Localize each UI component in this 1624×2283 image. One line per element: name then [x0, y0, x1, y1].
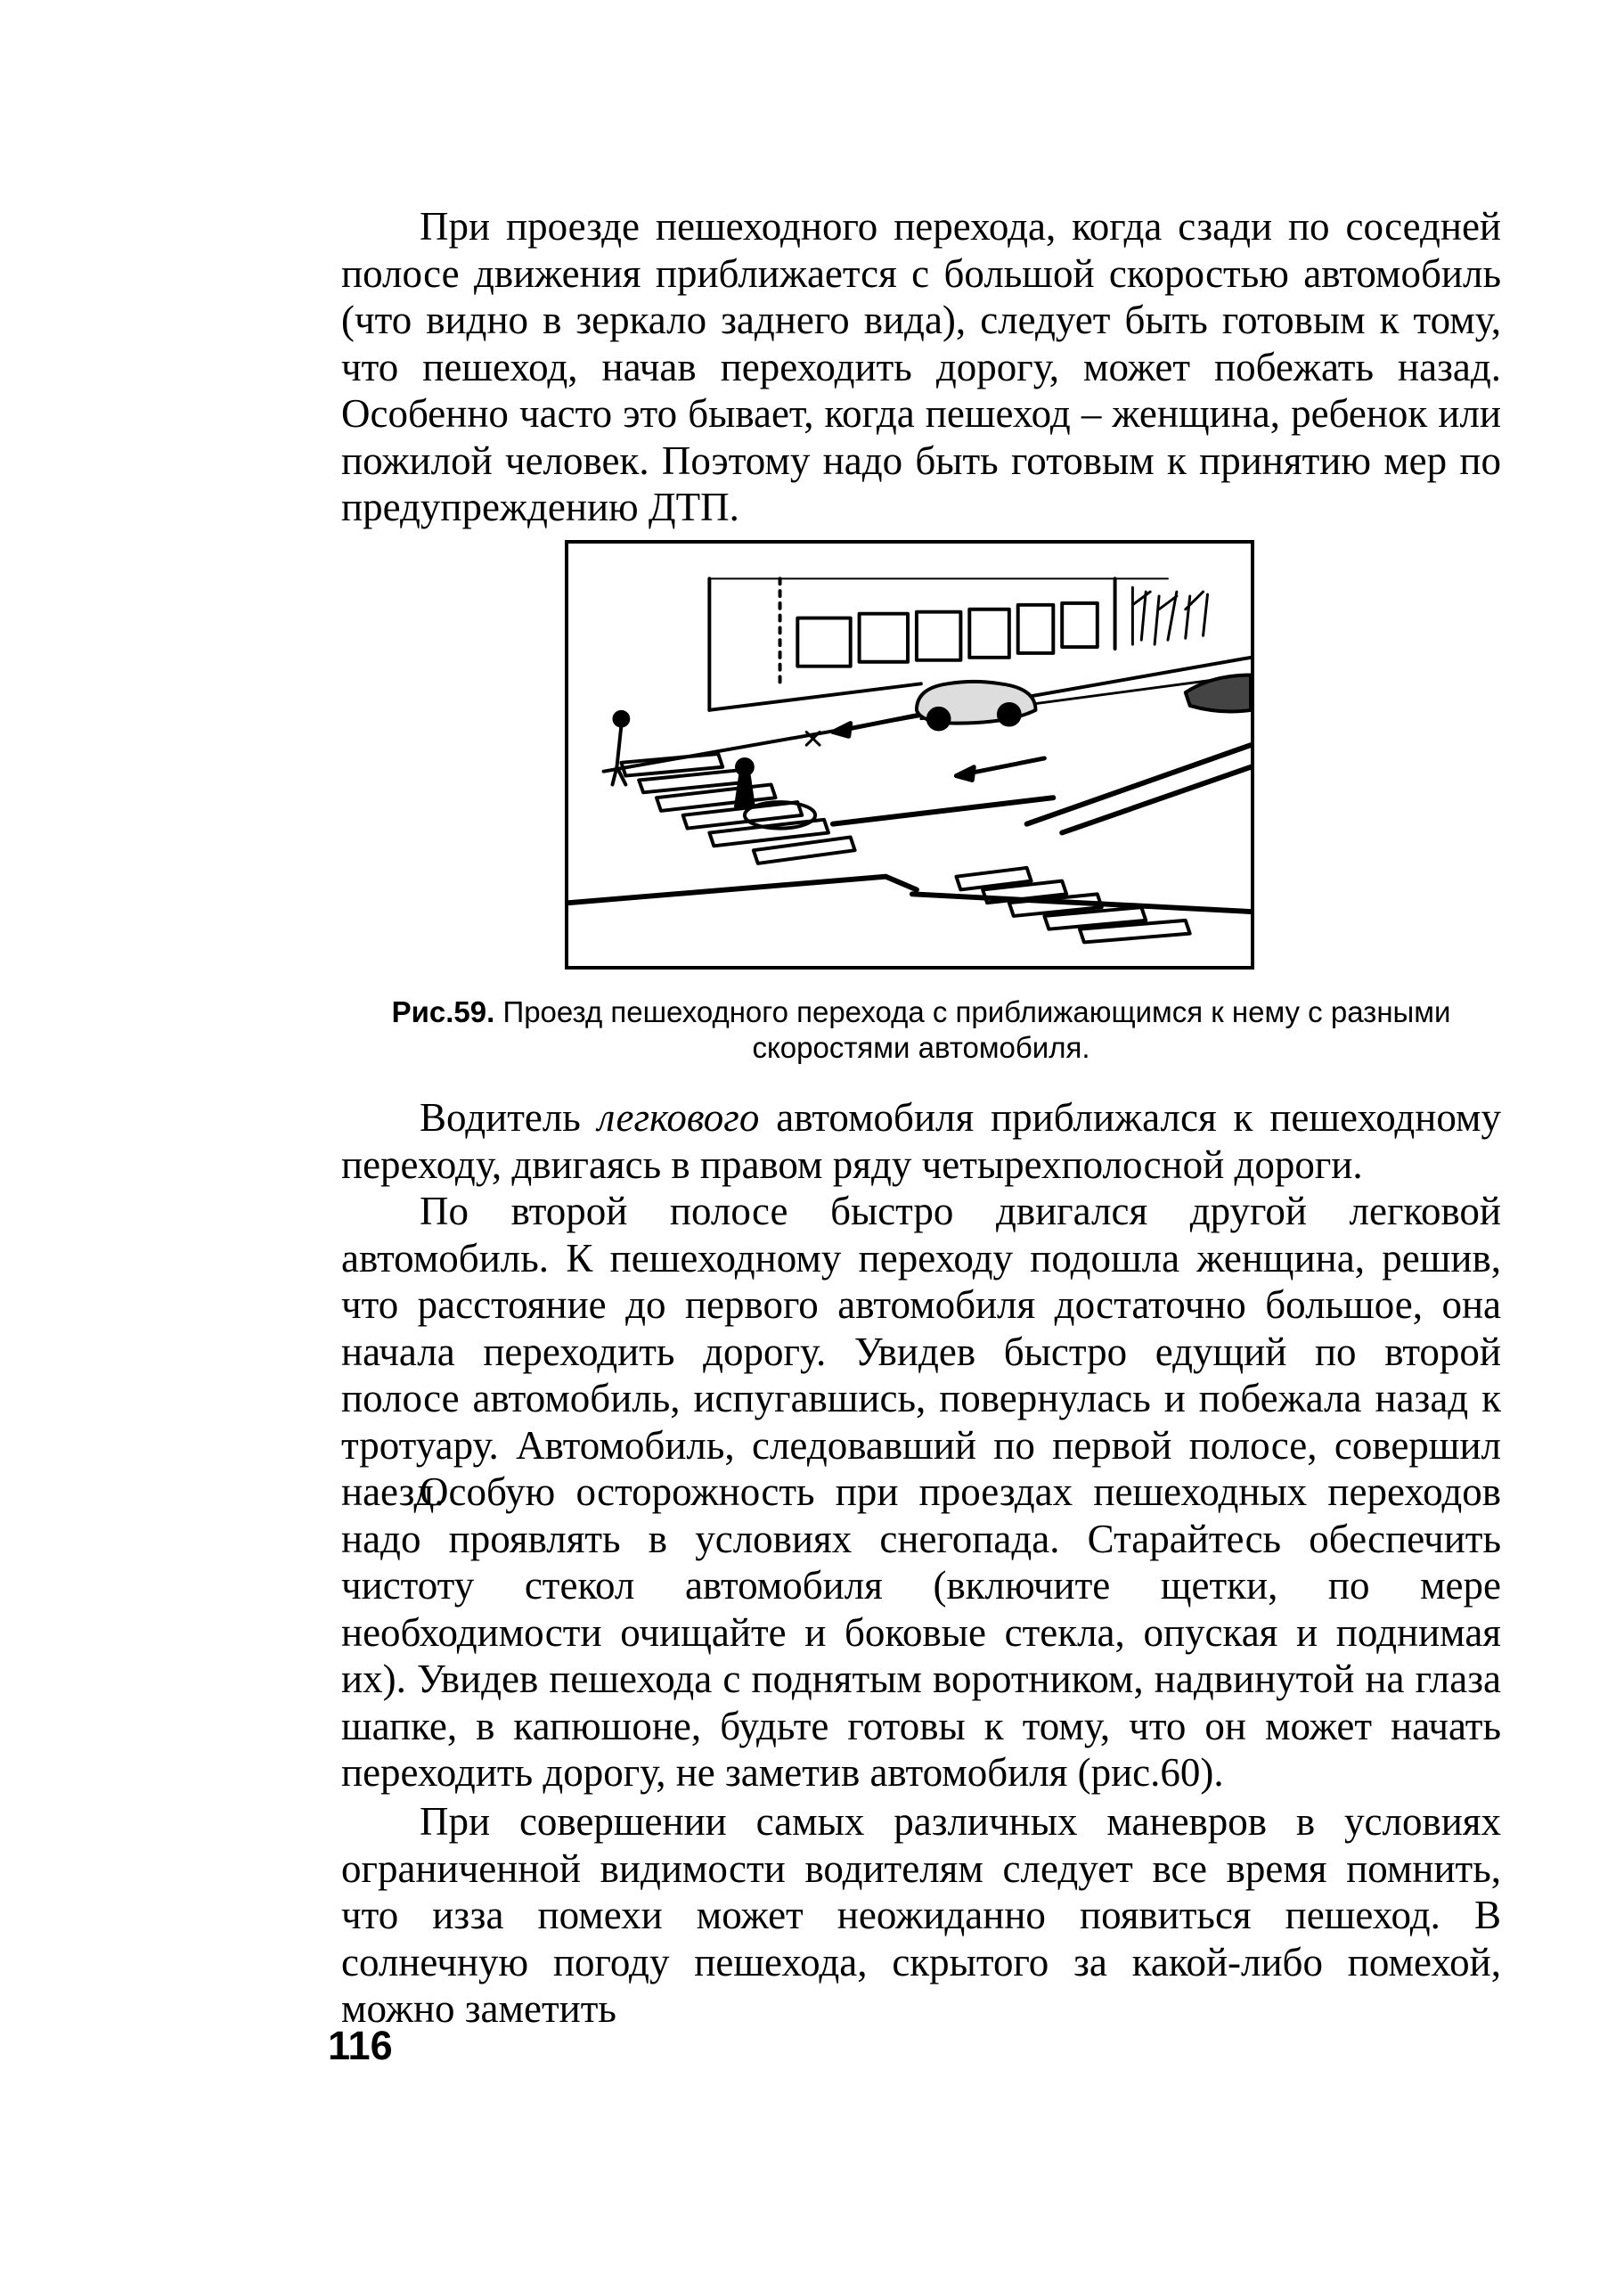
crosswalk-drawing	[568, 544, 1251, 966]
paragraph-1: При проезде пешеходного перехода, когда сзади по соседней полосе движения приближается с большой скоростью автомобиль (что видно в зеркало заднего вида), следует быть готовым к тому, что пешеход, начав переходить дорогу, может побежать назад. Особенно часто это бывает, когда пешеход – женщина, ребенок или пожилой человек. Поэтому надо быть готовым к принятию мер по предупреждению ДТП.	[341, 204, 1501, 529]
paragraph-2-start: Водитель	[420, 1095, 598, 1140]
paragraph-5: При совершении самых различных маневров в условиях ограниченной видимости водителям следует все время помнить, что изза помехи может неожиданно появиться пешеход. В солнечную погоду пешехода, скрытого за какой-либо помехой, можно заметить	[341, 1799, 1501, 2031]
paragraph-4: Особую осторожность при проездах пешеходных переходов надо проявлять в условиях снегопада. Старайтесь обеспечить чистоту стекол автомобиля (включите щетки, по мере необходимости очищайте и боковые стекла, опуская и поднимая их). Увидев пешехода с поднятым воротником, надвинутой на глаза шапке, в капюшоне, будьте готовы к тому, что он может начать переходить дорогу, не заметив автомобиля (рис.60).	[341, 1469, 1501, 1795]
figure-caption	[341, 994, 1501, 1066]
figure-caption-label: Рис.59.	[391, 995, 495, 1028]
car-sketch	[917, 675, 1251, 730]
paragraph-2-emphasis: легкового	[597, 1095, 760, 1140]
tree-sketch	[1132, 587, 1207, 644]
crosswalk-stripes	[621, 754, 1189, 942]
figure-caption-text: Проезд пешеходного перехода с приближающимся к нему с разными скоростями автомобиля.	[494, 995, 1451, 1064]
figure-59-illustration	[565, 540, 1254, 970]
page-number: 116	[328, 2023, 393, 2068]
paragraph-2-end: автомобиля приближался к пешеходному переходу, двигаясь в правом ряду четырехполосной дороги.	[341, 1095, 1501, 1187]
paragraph-3: По второй полосе быстро двигался другой легковой автомобиль. К пешеходному переходу подошла женщина, решив, что расстояние до первого автомобиля достаточно большое, она начала переходить дорогу. Увидев быстро едущий по второй полосе автомобиль, испугавшись, повернулась и побежала назад к тротуару. Автомобиль, следовавший по первой полосе, совершил наезд.	[341, 1189, 1501, 1514]
paragraph-2	[341, 1094, 1501, 1188]
